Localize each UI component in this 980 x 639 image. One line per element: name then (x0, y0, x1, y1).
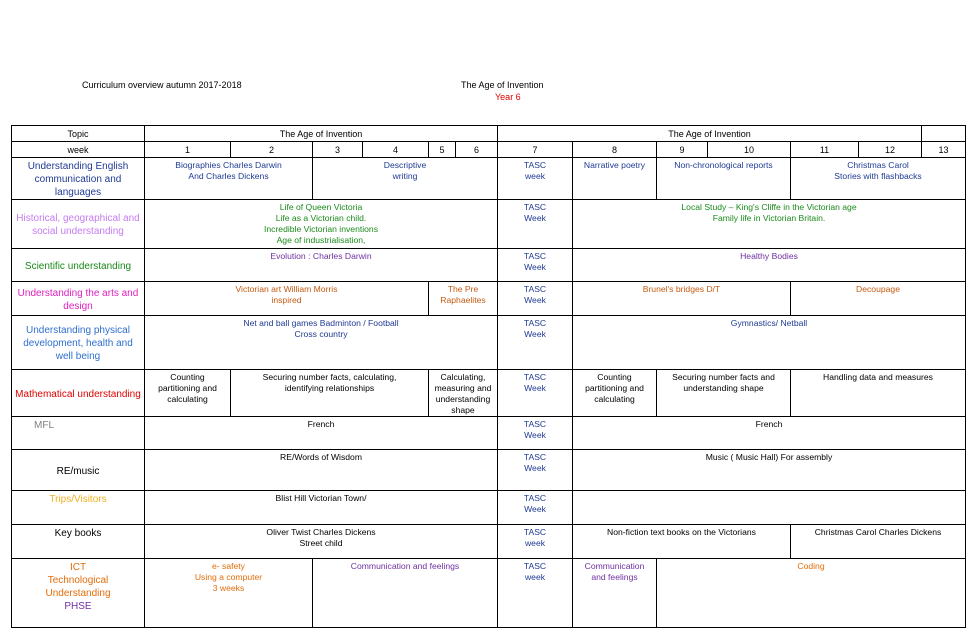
week-number: 1 (145, 142, 231, 158)
cell-english-poetry: Narrative poetry (573, 158, 657, 200)
cell-science-bodies: Healthy Bodies (573, 249, 966, 282)
cell-tasc: TASC Week (498, 282, 573, 316)
cell-maths-data: Handling data and measures (791, 370, 966, 417)
subject-scientific: Scientific understanding (12, 249, 145, 282)
topic-autumn-2: The Age of Invention (498, 126, 922, 142)
topic-blank (922, 126, 966, 142)
cell-arts-raphaelites: The Pre Raphaelites (429, 282, 498, 316)
cell-tasc: TASC week (498, 525, 573, 559)
row-physical (12, 316, 966, 370)
cell-english-reports: Non-chronological reports (657, 158, 791, 200)
cell-trips-empty (573, 491, 966, 525)
cell-books-nonfiction: Non-fiction text books on the Victorians (573, 525, 791, 559)
subject-ict-label: ICT (69, 562, 87, 573)
cell-tasc: TASC Week (498, 450, 573, 491)
cell-maths-shape: Securing number facts and understanding shape (657, 370, 791, 417)
cell-tasc: TASC week (498, 559, 573, 628)
cell-tasc: TASC Week (498, 370, 573, 417)
week-number: 9 (657, 142, 708, 158)
cell-arts-morris: Victorian art William Morris inspired (145, 282, 429, 316)
cell-arts-brunel: Brunel's bridges D/T (573, 282, 791, 316)
cell-english-descriptive: Descriptive writing (313, 158, 498, 200)
week-number: 10 (708, 142, 791, 158)
row-ict (12, 559, 966, 628)
cell-mfl-french: French (145, 417, 498, 450)
topic-title: The Age of Invention (461, 80, 544, 90)
row-trips (12, 491, 966, 525)
cell-maths-number-facts: Securing number facts, calculating, identifying relationships (231, 370, 429, 417)
topic-autumn-1: The Age of Invention (145, 126, 498, 142)
week-number: 11 (791, 142, 859, 158)
cell-trips-blist-hill: Blist Hill Victorian Town/ (145, 491, 498, 525)
cell-english-biographies: Biographies Charles Darwin And Charles Dickens (145, 158, 313, 200)
row-maths (12, 370, 966, 417)
cell-historical-victoria: Life of Queen Victoria Life as a Victorian child. Incredible Victorian inventions Age of industrialisation, (145, 200, 498, 249)
cell-books-oliver: Oliver Twist Charles Dickens Street child (145, 525, 498, 559)
week-label: week (12, 142, 145, 158)
cell-tasc: TASC Week (498, 417, 573, 450)
row-mfl (12, 417, 966, 450)
subject-re: RE/music (12, 450, 145, 491)
week-number: 3 (313, 142, 363, 158)
subject-ict (12, 559, 145, 628)
cell-maths-counting: Counting partitioning and calculating (145, 370, 231, 417)
subject-arts: Understanding the arts and design (12, 282, 145, 316)
subject-english: Understanding English communication and languages (12, 158, 145, 200)
row-re (12, 450, 966, 491)
subject-historical: Historical, geographical and social understanding (12, 200, 145, 249)
subject-books: Key books (12, 525, 145, 559)
cell-maths-measuring: Calculating, measuring and understanding shape (429, 370, 498, 417)
week-number: 13 (922, 142, 966, 158)
row-books (12, 525, 966, 559)
cell-science-evolution: Evolution : Charles Darwin (145, 249, 498, 282)
cell-english-christmas: Christmas Carol Stories with flashbacks (791, 158, 966, 200)
cell-books-christmas: Christmas Carol Charles Dickens (791, 525, 966, 559)
cell-arts-decoupage: Decoupage (791, 282, 966, 316)
cell-mfl-french-2: French (573, 417, 966, 450)
cell-re-wisdom: RE/Words of Wisdom (145, 450, 498, 491)
cell-historical-local-study: Local Study – King's Cliffe in the Victorian age Family life in Victorian Britain. (573, 200, 966, 249)
cell-tasc: TASC Week (498, 316, 573, 370)
cell-ict-coding: Coding (657, 559, 966, 628)
subject-mfl: MFL (12, 417, 145, 450)
topic-row (12, 126, 966, 142)
subject-trips: Trips/Visitors (12, 491, 145, 525)
cell-tasc: TASC Week (498, 249, 573, 282)
cell-ict-esafety: e- safety Using a computer 3 weeks (145, 559, 313, 628)
cell-phse-communication-2: Communication and feelings (573, 559, 657, 628)
row-scientific (12, 249, 966, 282)
cell-music: Music ( Music Hall) For assembly (573, 450, 966, 491)
subject-phse-label: PHSE (64, 601, 92, 612)
week-number: 2 (231, 142, 313, 158)
subject-tech-label: Technological Understanding (45, 575, 111, 599)
week-row (12, 142, 966, 158)
cell-tasc: TASC Week (498, 491, 573, 525)
cell-physical-games: Net and ball games Badminton / Football Cross country (145, 316, 498, 370)
row-arts (12, 282, 966, 316)
topic-label: Topic (12, 126, 145, 142)
week-number: 6 (456, 142, 498, 158)
row-english (12, 158, 966, 200)
cell-tasc: TASC Week (498, 200, 573, 249)
week-number: 5 (429, 142, 456, 158)
week-number: 7 (498, 142, 573, 158)
week-number: 12 (859, 142, 922, 158)
year-label: Year 6 (495, 92, 521, 102)
cell-tasc: TASC week (498, 158, 573, 200)
overview-title: Curriculum overview autumn 2017-2018 (82, 80, 242, 90)
week-number: 4 (363, 142, 429, 158)
subject-physical: Understanding physical development, health and well being (12, 316, 145, 370)
curriculum-table (11, 125, 966, 628)
week-number: 8 (573, 142, 657, 158)
row-historical (12, 200, 966, 249)
cell-phse-communication: Communication and feelings (313, 559, 498, 628)
cell-physical-gymnastics: Gymnastics/ Netball (573, 316, 966, 370)
cell-maths-counting-2: Counting partitioning and calculating (573, 370, 657, 417)
subject-maths: Mathematical understanding (12, 370, 145, 417)
